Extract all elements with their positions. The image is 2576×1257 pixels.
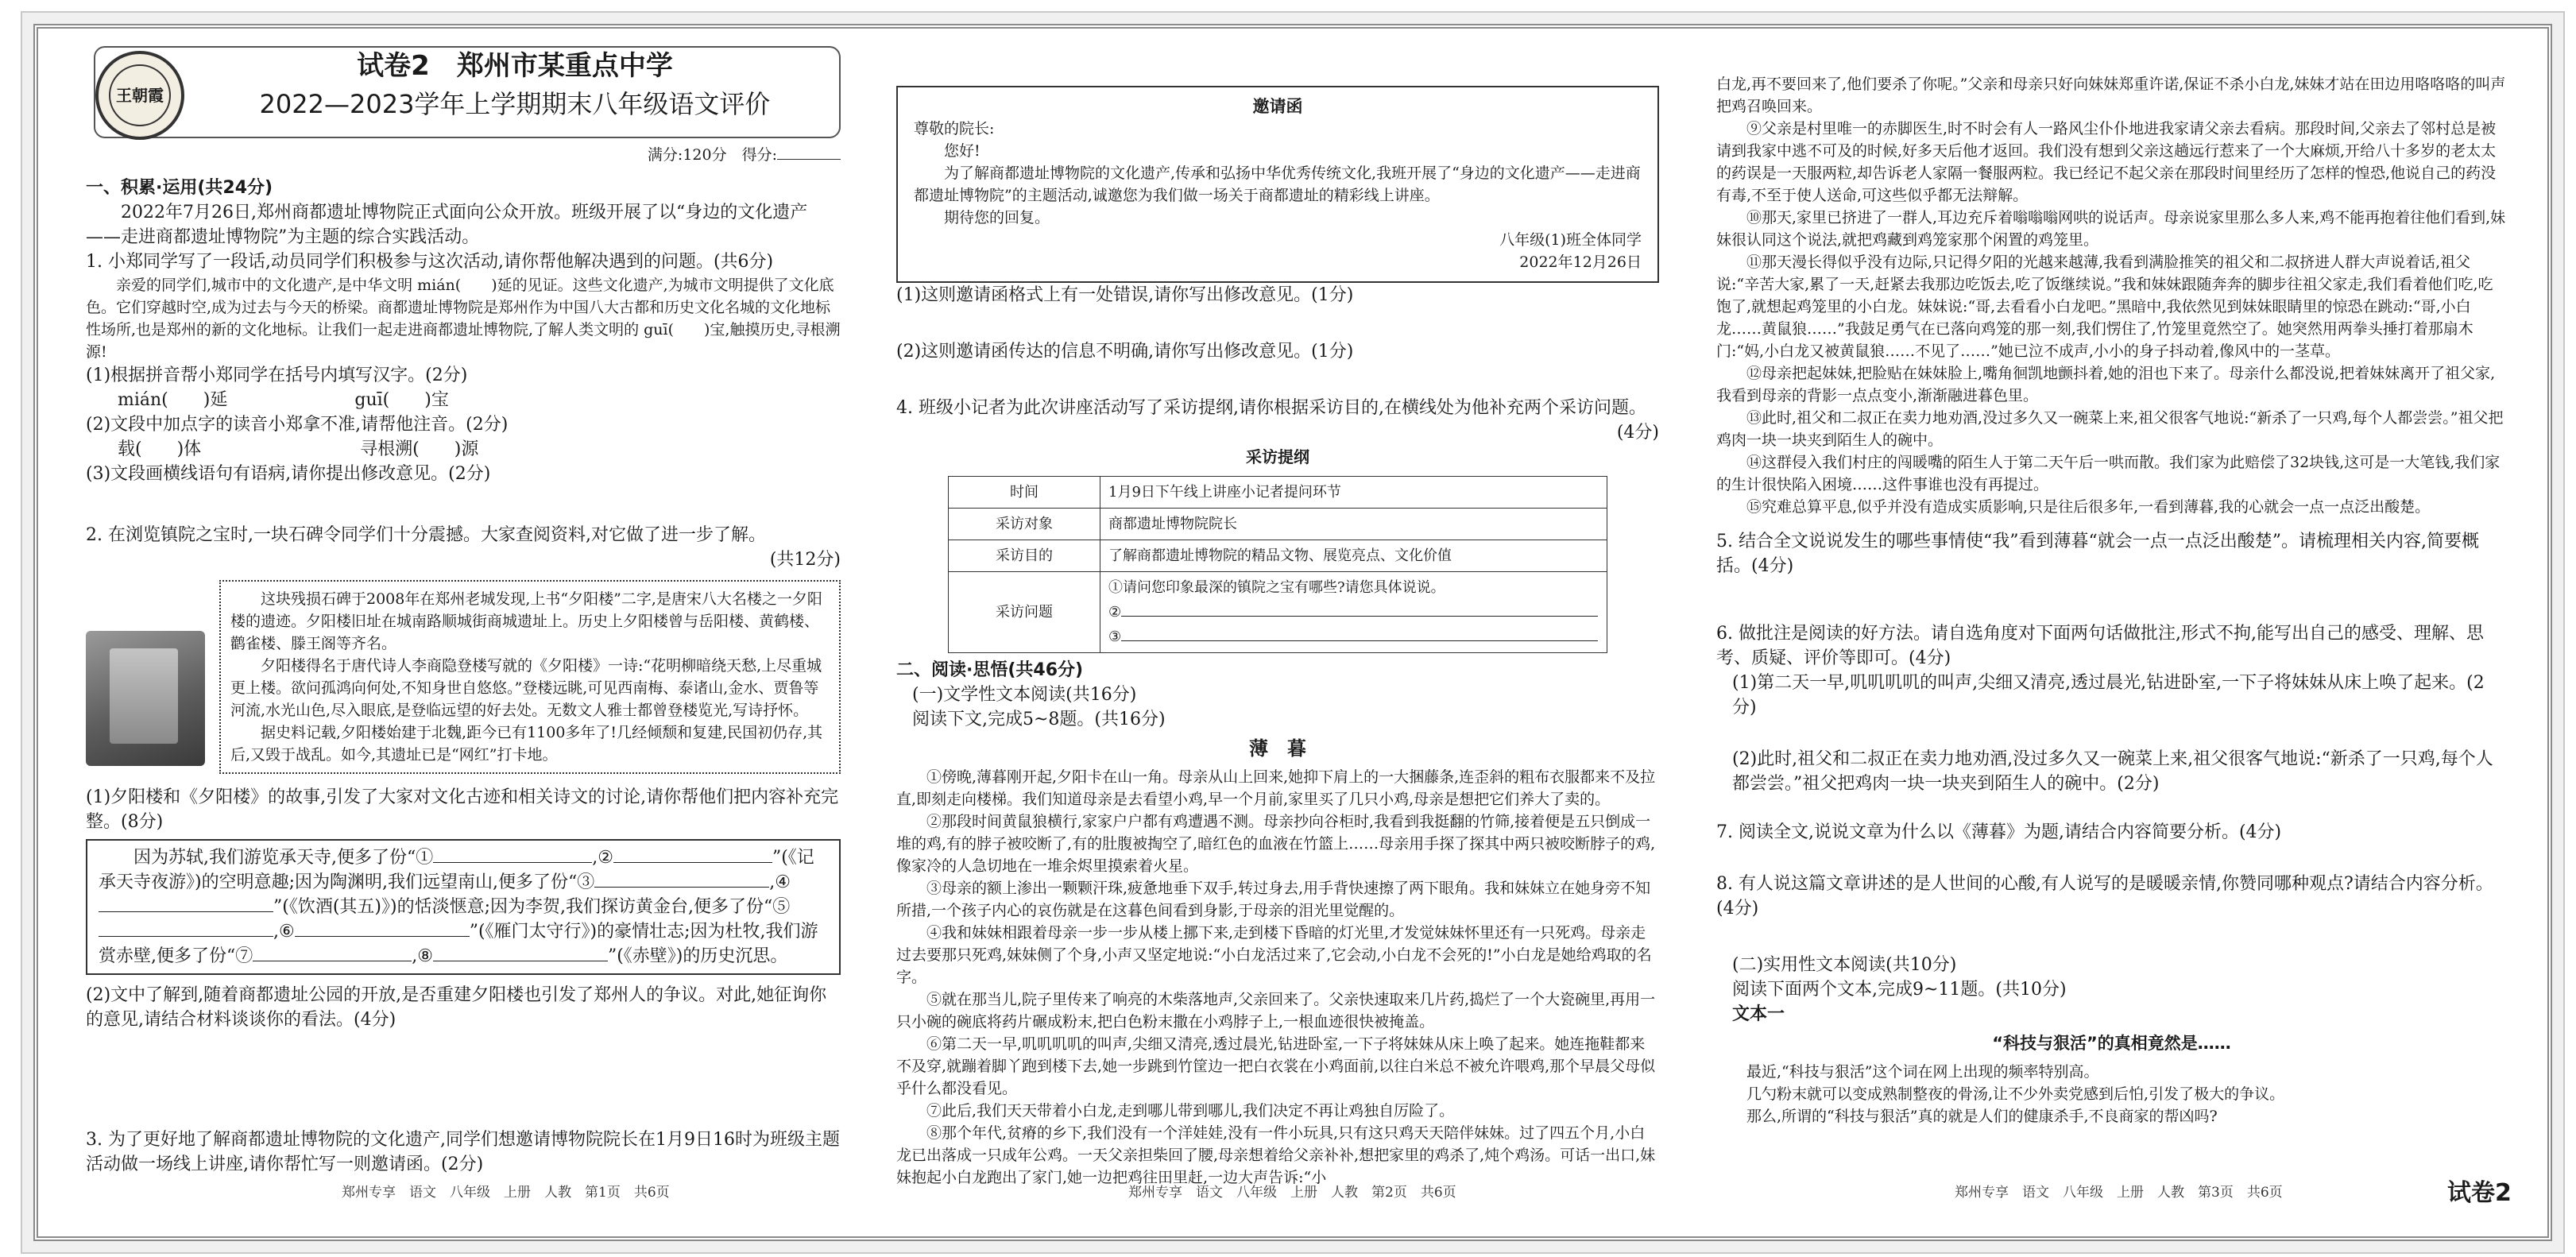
essay-para: ②那段时间黄鼠狼横行,家家户户都有鸡遭遇不测。母亲抄向谷柜时,我看到我挺翻的竹筛,接着便是五只倒成一堆的鸡,有的脖子被咬断了,有的肚腹被掏空了,暗红色的血液在竹篮上……母亲用手探了探其中两只被咬断脖子的鸡,像家冷的人急切地在一堆余烬里摸索着火星。 [896, 813, 1656, 875]
score-blank[interactable] [777, 159, 841, 160]
q2-material-box [219, 580, 841, 774]
q1-passage: 亲爱的同学们,城市中的文化遗产,是中华文明 mián( )延的见证。这些文化遗产,为城市文明提供了文化底色。它们穿越时空,成为过去与今天的桥梁。商都遗址博物院是郑州作为中国八大古都和历史文化名城的文化地标性场所,也是郑州的新的文化地标。让我们一起走进商都遗址博物院,了解人类文明的 guī( )宝,触摸历史,寻根溯源! [86, 277, 841, 361]
blank-2[interactable] [613, 862, 772, 863]
table-key: 采访对象 [949, 509, 1100, 540]
q6-stem: 6. 做批注是阅读的好方法。请自选角度对下面两句话做批注,形式不拘,能写出自己的感受、理解、思考、质疑、评价等即可。(4分) [1716, 624, 2484, 668]
fill-f: ,⑥ [273, 922, 295, 942]
essay-para: ③母亲的额上渗出一颗颗汗珠,疲惫地垂下双手,转过身去,用手背快速擦了两下眼角。我和妹妹立在她身旁不知所措,一个孩子内心的哀伤就是在这暮色间看到身影,于母亲的泪光里觉醒的。 [896, 880, 1651, 919]
paper-title: 试卷2 郑州市某重点中学 [357, 50, 673, 82]
q2-stem: 2. 在浏览镇院之宝时,一块石碑令同学们十分震撼。大家查阅资料,对它做了进一步了解。 [86, 525, 766, 545]
logo-seal [95, 51, 184, 140]
q1-stem: 1. 小郑同学写了一段话,动员同学们积极参与这次活动,请你帮他解决遇到的问题。(共6分) [86, 252, 774, 272]
invitation-closing: 期待您的回复。 [944, 209, 1050, 226]
column-1 [86, 46, 841, 1177]
q1-1b[interactable]: guī( )宝 [354, 390, 449, 410]
table-key: 时间 [949, 477, 1100, 509]
subsection-1: (一)文学性文本阅读(共16分) [912, 685, 1137, 705]
q1-2a[interactable]: 载( )体 [118, 439, 202, 459]
text1-title: “科技与狠活”的真相竟然是…… [1992, 1034, 2231, 1053]
blank-4[interactable] [99, 911, 273, 912]
q5-stem: 5. 结合全文说说发生的哪些事情使“我”看到薄暮“就会一点一点泛出酸楚”。请梳理相关内容,简要概括。(4分) [1716, 532, 2479, 576]
paper-subtitle: 2022—2023学年上学期期末八年级语文评价 [259, 89, 771, 119]
blank-1[interactable] [433, 862, 592, 863]
q1-1: (1)根据拼音帮小郑同学在括号内填写汉字。(2分) [86, 365, 468, 385]
interview-q1: ①请问您印象最深的镇院之宝有哪些?请您具体说说。 [1108, 579, 1445, 596]
table-value: 商都遗址博物院院长 [1100, 509, 1607, 540]
fill-i: ”(《赤壁》)的历史沉思。 [607, 946, 788, 966]
q2-material-p2: 夕阳楼得名于唐代诗人李商隐登楼写就的《夕阳楼》一诗:“花明柳暗绕天愁,上尽重城更上楼。欲问孤鸿向何处,不知身世自悠悠。”登楼远眺,可见西南梅、泰诸山,金水、贾鲁等河流,水光山色,尽入眼底,是登临远望的好去处。无数文人雅士都曾登楼览光,写诗抒怀。 [230, 657, 822, 719]
subsection-2: (二)实用性文本阅读(共10分) [1732, 955, 1957, 975]
essay-para: ⑫母亲把起妹妹,把脸贴在妹妹脸上,嘴角徊凯地颤抖着,她的泪也下来了。母亲什么都没说,把着妹妹离开了祖父家,我看到母亲的背影一点点变小,渐渐融进暮色里。 [1716, 365, 2496, 404]
table-row [949, 572, 1607, 653]
fill-a: 因为苏轼,我们游览承天寺,便多了份“① [133, 848, 434, 868]
invitation-box [896, 86, 1659, 283]
invitation-title: 邀请函 [1252, 97, 1303, 116]
table-key: 采访问题 [949, 572, 1100, 653]
footer-page-1: 郑州专享 语文 八年级 上册 人教 第1页 共6页 [342, 1185, 670, 1201]
paper-tag: 试卷2 [2447, 1179, 2512, 1207]
essay-para: ⑮究难总算平息,似乎并没有造成实质影响,只是往后很多年,一看到薄暮,我的心就会一点一点泛出酸楚。 [1746, 498, 2431, 516]
q1-2-answers [86, 437, 841, 462]
footer-page-2: 郑州专享 语文 八年级 上册 人教 第2页 共6页 [1128, 1185, 1456, 1201]
table-value: 了解商都遗址博物院的精品文物、展览亮点、文化价值 [1100, 540, 1607, 572]
q6-1: (1)第二天一早,叽叽叽叽的叫声,尖细又清亮,透过晨光,钻进卧室,一下子将妹妹从床上唤了起来。(2分) [1732, 673, 2485, 717]
q2-score: (共12分) [769, 550, 841, 570]
fill-c: ”(《记承天寺夜游》)的空明意趣;因为陶渊明,我们远望南山,便多了份“③ [99, 848, 814, 892]
text1-para: 几勺粉末就可以变成熟制整夜的骨汤,让不少外卖党感到后怕,引发了极大的争议。 [1746, 1085, 2285, 1103]
interview-q2-label: ② [1108, 604, 1122, 621]
table-value: 1月9日下午线上讲座小记者提问环节 [1100, 477, 1607, 509]
q2-material [86, 575, 841, 779]
invitation-date: 2022年12月26日 [1519, 253, 1642, 271]
essay-para: ⑬此时,祖父和二叔正在卖力地劝酒,没过多久又一碗菜上来,祖父很客气地说:“新杀了一只鸡,每个人都尝尝。”祖父把鸡肉一块一块夹到陌生人的碗中。 [1716, 409, 2504, 449]
essay-para: ⑧那个年代,贫瘠的乡下,我们没有一个洋娃娃,没有一件小玩具,只有这只鸡天天陪伴妹妹。过了四五个月,小白龙已出落成一只成年公鸡。一天父亲担柴回了腰,母亲想着给父亲补补,想把家里的鸡杀了,炖个鸡汤。可话一出口,妹妹抱起小白龙跑出了家门,她一边把鸡往田里赶,一边大声告诉:“小 [896, 1124, 1656, 1186]
essay-body [896, 766, 1659, 1189]
q7-stem: 7. 阅读全文,说说文章为什么以《薄暮》为题,请结合内容简要分析。(4分) [1716, 822, 2282, 842]
interview-q2-blank[interactable] [1121, 616, 1598, 617]
subsection-2-note: 阅读下面两个文本,完成9~11题。(共10分) [1732, 980, 2067, 1000]
footer-page-3: 郑州专享 语文 八年级 上册 人教 第3页 共6页 [1955, 1185, 2283, 1201]
table-row [949, 477, 1607, 509]
essay-continued [1716, 73, 2507, 518]
column-3 [1716, 73, 2507, 1127]
q2-2: (2)文中了解到,随着商都遗址公园的开放,是否重建夕阳楼也引发了郑州人的争议。对此,她征询你的意见,请结合材料谈谈你的看法。(4分) [86, 985, 827, 1030]
q1-2b[interactable]: 寻根溯( )源 [360, 439, 479, 459]
q2-material-p3: 据史料记载,夕阳楼始建于北魏,距今已有1100多年了!几经倾颓和复建,民国初仍存,其后,又毁于战乱。如今,其遗址已是“网红”打卡地。 [230, 724, 823, 764]
fill-e: ”(《饮酒(其五)》)的恬淡惬意;因为李贺,我们探访黄金台,便多了份“⑤ [273, 897, 791, 917]
score-text: 满分:120分 得分: [647, 146, 777, 164]
fill-d: ,④ [769, 872, 791, 892]
q1-1-answers [86, 388, 841, 412]
essay-para: 白龙,再不要回来了,他们要杀了你呢。”父亲和母亲只好向妹妹郑重许诺,保证不杀小白龙,妹妹才站在田边用咯咯咯的叫声把鸡召唤回来。 [1716, 75, 2506, 115]
table-key: 采访目的 [949, 540, 1100, 572]
essay-para: ④我和妹妹相跟着母亲一步一步从楼上挪下来,走到楼下昏暗的灯光里,才发觉妹妹怀里还有一只死鸡。母亲走过去要那只死鸡,妹妹侧了个身,小声又坚定地说:“小白龙活过来了,它会动,小白龙不会死的!”小白龙是她给鸡取的名字。 [896, 924, 1652, 986]
interview-table-title: 采访提纲 [1246, 447, 1309, 466]
essay-title: 薄 暮 [1249, 737, 1306, 760]
section-2-heading: 二、阅读·思悟(共46分) [896, 660, 1084, 680]
q4-score: (4分) [1616, 423, 1659, 443]
table-questions [1100, 572, 1607, 653]
essay-para: ⑭这群侵入我们村庄的闯暖嘴的陌生人于第二天午后一哄而散。我们家为此赔偿了32块钱,这可是一大笔钱,我们家的生计很快陷入困境……这件事谁也没有再提过。 [1716, 454, 2501, 493]
q8-stem: 8. 有人说这篇文章讲述的是人世间的心酸,有人说写的是暖暖亲情,你赞同哪种观点?请结合内容分析。(4分) [1716, 874, 2493, 919]
invitation-greeting: 尊敬的院长: [914, 120, 995, 137]
header-box [94, 46, 841, 138]
text1-para: 那么,所谓的“科技与狠活”真的就是人们的健康杀手,不良商家的帮凶吗? [1746, 1108, 2218, 1125]
text1-label: 文本一 [1732, 1004, 1785, 1024]
essay-para: ⑩那天,家里已挤进了一群人,耳边充斥着嗡嗡嗡网哄的说话声。母亲说家里那么多人来,鸡不能再抱着往他们看到,妹妹很认同这个说法,就把鸡藏到鸡笼家那个闲置的鸡笼里。 [1716, 209, 2506, 249]
essay-para: ⑨父亲是村里唯一的赤脚医生,时不时会有人一路风尘仆仆地进我家请父亲去看病。那段时间,父亲去了邻村总是被请到我家中逃不可及的时候,好多天后他才返回。我们没有想到父亲这趟远行惹来了一个大麻烦,开给八十多岁的老太太的药误是一天服两粒,却告诉老人家隔一餐服两粒。我已经记不起父亲在那段时间里经历了怎样的惶恐,他说自己的药没有毒,不至于使人送命,可这些似乎都无法辩解。 [1716, 120, 2497, 204]
blank-6[interactable] [295, 936, 470, 937]
activity-intro: 2022年7月26日,郑州商都遗址博物院正式面向公众开放。班级开展了以“身边的文化遗产——走进商都遗址博物院”为主题的综合实践活动。 [86, 203, 808, 247]
q2-1: (1)夕阳楼和《夕阳楼》的故事,引发了大家对文化古迹和相关诗文的讨论,请你帮他们把内容补充完整。(8分) [86, 787, 839, 832]
fill-h: ,⑧ [412, 946, 433, 966]
essay-para: ⑪那天漫长得似乎没有边际,只记得夕阳的光越来越薄,我看到满脸推笑的祖父和二叔挤进人群大声说着话,祖父说:“辛苦大家,累了一天,赶紧去我那边吃饭去,吃了饭继续说。”我和妹妹跟随奔奔的脚步往祖父家走,我们看着他们吃,吃饱了,就想起鸡笼里的小白龙。妹妹说:“哥,去看看小白龙吧。”黑暗中,我依然见到妹妹眼睛里的惊恐在跳动:“哥,小白龙……黄鼠狼……”我鼓足勇气在已落向鸡笼的那一刻,我们愣住了,竹笼里竟然空了。她突然用两拳头捶打着那扇木门:“妈,小白龙又被黄鼠狼……不见了……”她已泣不成声,小小的身子抖动着,像风中的一茎草。 [1716, 253, 2493, 360]
interview-q2[interactable] [1108, 600, 1599, 625]
text1-para: 最近,“科技与狠活”这个词在网上出现的频率特别高。 [1746, 1063, 2099, 1081]
interview-q3-blank[interactable] [1121, 640, 1598, 641]
stele-image [86, 631, 205, 766]
fill-b: ,② [592, 848, 613, 868]
table-row [949, 509, 1607, 540]
subsection-1-note: 阅读下文,完成5~8题。(共16分) [912, 710, 1166, 729]
section-1-heading: 一、积累·运用(共24分) [86, 178, 273, 198]
q1-3: (3)文段画横线语句有语病,请你提出修改意见。(2分) [86, 464, 491, 484]
q4-stem: 4. 班级小记者为此次讲座活动写了采访提纲,请你根据采访目的,在横线处为他补充两个采访问题。 [896, 398, 1646, 418]
invitation-signature: 八年级(1)班全体同学 [1499, 231, 1642, 249]
q3-2: (2)这则邀请函传达的信息不明确,请你写出修改意见。(1分) [896, 342, 1354, 362]
q2-1-fill-box [86, 839, 841, 975]
interview-table [948, 476, 1607, 653]
q1-1a[interactable]: mián( )延 [118, 390, 228, 410]
essay-para: ①傍晚,薄暮刚开起,夕阳卡在山一角。母亲从山上回来,她抑下肩上的一大捆藤条,连歪斜的粗布衣服都来不及拉直,即刻走向楼梯。我们知道母亲是去看望小鸡,早一个月前,家里买了几只小鸡,母亲是想把它们养大了卖的。 [896, 768, 1656, 808]
column-2 [896, 79, 1659, 1189]
essay-para: ⑥第二天一早,叽叽叽叽的叫声,尖细又清亮,透过晨光,钻进卧室,一下子将妹妹从床上唤了起来。她连拖鞋都来不及穿,就蹦着脚丫跑到楼下去,她一步跳到竹筐边一把白衣裳在小鸡面前,以往白米总不被允许喂鸡,那个早晨父母似乎什么都没看见。 [896, 1035, 1656, 1097]
interview-q3-label: ③ [1108, 628, 1122, 645]
logo-text: 王朝霞 [109, 64, 171, 126]
q6-2: (2)此时,祖父和二叔正在卖力地劝酒,没过多久又一碗菜上来,祖父很客气地说:“新杀了一只鸡,每个人都尝尝。”祖父把鸡肉一块一块夹到陌生人的碗中。(2分) [1732, 749, 2493, 794]
blank-5[interactable] [99, 936, 273, 937]
q2-material-p1: 这块残损石碑于2008年在郑州老城发现,上书“夕阳楼”二字,是唐宋八大名楼之一夕阳楼的遗迹。夕阳楼旧址在城南路顺城街商城遗址上。历史上夕阳楼曾与岳阳楼、黄鹤楼、鹳雀楼、滕王阁等齐名。 [230, 590, 822, 652]
q3-1: (1)这则邀请函格式上有一处错误,请你写出修改意见。(1分) [896, 285, 1354, 305]
invitation-body: 为了解商都遗址博物院的文化遗产,传承和弘扬中华优秀传统文化,我班开展了“身边的文化遗产——走进商都遗址博物院”的主题活动,诚邀您为我们做一场关于商都遗址的精彩线上讲座。 [914, 164, 1641, 204]
score-line [86, 143, 841, 168]
table-row [949, 540, 1607, 572]
q2-1-fill-text [99, 845, 828, 969]
q1-2: (2)文段中加点字的读音小郑拿不准,请帮他注音。(2分) [86, 415, 509, 435]
interview-q3[interactable] [1108, 625, 1599, 649]
blank-3[interactable] [594, 887, 769, 888]
invitation-hello: 您好! [944, 142, 981, 160]
fill-g: ”(《雁门太守行》)的豪情壮志;因为杜牧,我们游赏赤壁,便多了份“⑦ [99, 922, 818, 966]
essay-para: ⑤就在那当儿,院子里传来了响亮的木柴落地声,父亲回来了。父亲快速取来几片药,捣烂了一个大瓷碗里,再用一只小碗的碗底将药片碾成粉末,把白色粉末撒在小鸡脖子上,一根血迹很快被掩盖。 [896, 991, 1656, 1031]
q3-stem: 3. 为了更好地了解商都遗址博物院的文化遗产,同学们想邀请博物院院长在1月9日16时为班级主题活动做一场线上讲座,请你帮忙写一则邀请函。(2分) [86, 1130, 840, 1174]
essay-para: ⑦此后,我们天天带着小白龙,走到哪儿带到哪儿,我们决定不再让鸡独自厉险了。 [926, 1102, 1455, 1120]
